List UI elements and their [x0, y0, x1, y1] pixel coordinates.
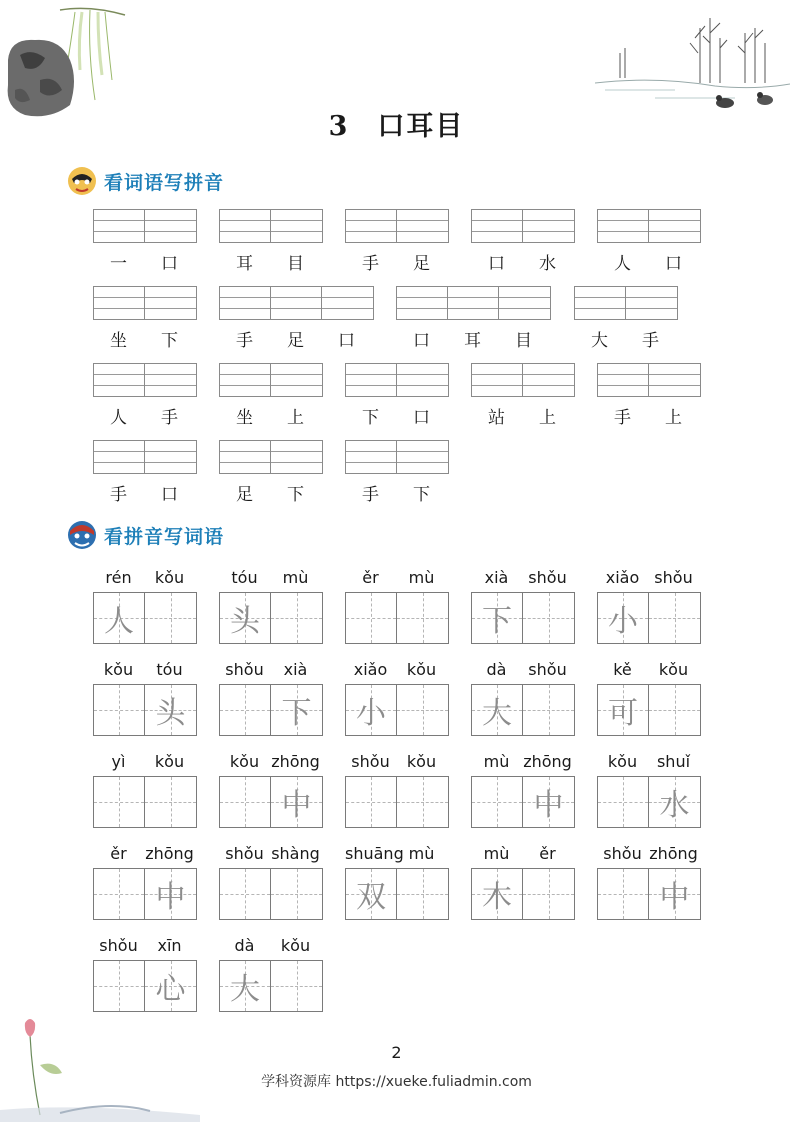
pinyin-writing-box[interactable]: [471, 363, 575, 397]
tianzige-cell[interactable]: [94, 777, 145, 827]
pinyin-writing-box[interactable]: [471, 209, 575, 243]
pinyin-writing-box[interactable]: [93, 209, 197, 243]
character-writing-grid[interactable]: [345, 868, 449, 920]
word-characters: [345, 403, 447, 428]
pinyin-prompt: [219, 936, 321, 955]
pinyin-prompt: [93, 936, 195, 955]
pinyin-cell[interactable]: [397, 364, 448, 396]
tianzige-cell[interactable]: [397, 777, 448, 827]
pinyin-prompt: [219, 844, 321, 863]
tianzige-cell[interactable]: [346, 777, 397, 827]
pinyin-prompt: [471, 568, 573, 587]
character-writing-grid[interactable]: [93, 960, 197, 1012]
pinyin-syllable: zhōng: [523, 752, 572, 771]
lesson-number: 3: [328, 111, 350, 142]
tianzige-cell[interactable]: [220, 685, 271, 735]
section-label: 看词语写拼音: [104, 171, 225, 194]
pinyin-cell[interactable]: [598, 210, 649, 242]
hint-character: 水: [659, 788, 690, 823]
pinyin-syllable: kǒu: [280, 936, 311, 955]
tianzige-cell[interactable]: [346, 685, 397, 735]
pinyin-writing-box[interactable]: [345, 363, 449, 397]
pinyin-writing-box[interactable]: [574, 286, 678, 320]
pinyin-syllable: xià: [484, 568, 509, 587]
pinyin-writing-box[interactable]: [93, 363, 197, 397]
footer-source: 学科资源库 https://xueke.fuliadmin.com: [261, 1074, 532, 1090]
pinyin-syllable: kǒu: [607, 752, 638, 771]
pinyin-writing-box[interactable]: [93, 286, 197, 320]
word-characters: [471, 403, 573, 428]
hint-character: 下: [281, 696, 312, 731]
pinyin-syllable: kǒu: [658, 660, 689, 679]
pinyin-cell[interactable]: [346, 364, 397, 396]
word-character: 下: [413, 485, 430, 505]
tianzige-cell[interactable]: [523, 685, 574, 735]
pinyin-syllable: dà: [234, 936, 255, 955]
tianzige-cell[interactable]: [649, 593, 700, 643]
tianzige-cell[interactable]: [598, 777, 649, 827]
tianzige-cell[interactable]: [598, 593, 649, 643]
word-character: 人: [110, 408, 127, 428]
character-writing-grid[interactable]: [93, 684, 197, 736]
tianzige-cell[interactable]: [397, 869, 448, 919]
pinyin-prompt: [219, 568, 321, 587]
word-characters: [219, 480, 321, 505]
tianzige-cell[interactable]: [397, 685, 448, 735]
word-character: 人: [614, 254, 631, 274]
hint-character: 头: [155, 696, 186, 731]
pinyin-cell[interactable]: [346, 441, 397, 473]
tianzige-cell[interactable]: [220, 961, 271, 1011]
pinyin-syllable: ěr: [539, 844, 556, 863]
word-characters: [93, 326, 195, 351]
hint-character: 人: [104, 604, 134, 639]
tianzige-cell[interactable]: [220, 593, 271, 643]
pinyin-cell[interactable]: [499, 287, 550, 319]
pinyin-cell[interactable]: [220, 210, 271, 242]
word-character: 手: [362, 485, 379, 505]
character-writing-grid[interactable]: [93, 592, 197, 644]
pinyin-syllable: tóu: [231, 568, 258, 587]
pinyin-syllable: kǒu: [406, 752, 437, 771]
pinyin-cell[interactable]: [145, 441, 196, 473]
pinyin-syllable: ěr: [362, 568, 379, 587]
pinyin-writing-box[interactable]: [597, 209, 701, 243]
tianzige-cell[interactable]: [271, 777, 322, 827]
pinyin-prompt: [93, 660, 195, 679]
pinyin-cell[interactable]: [145, 287, 196, 319]
word-character: 足: [287, 331, 304, 351]
tianzige-cell[interactable]: [145, 593, 196, 643]
section-header-pinyin: [66, 164, 224, 198]
pinyin-cell[interactable]: [575, 287, 626, 319]
tianzige-cell[interactable]: [346, 593, 397, 643]
pinyin-writing-box[interactable]: [93, 440, 197, 474]
tianzige-cell[interactable]: [598, 685, 649, 735]
word-character: 口: [161, 485, 178, 505]
pinyin-writing-box[interactable]: [219, 440, 323, 474]
pinyin-syllable: xià: [283, 660, 308, 679]
word-characters: [574, 326, 676, 351]
pinyin-prompt: [345, 660, 447, 679]
pinyin-syllable: mù: [408, 844, 435, 863]
tianzige-cell[interactable]: [145, 777, 196, 827]
lesson-title: 口耳目: [377, 111, 465, 142]
pinyin-writing-box[interactable]: [345, 440, 449, 474]
pinyin-cell[interactable]: [94, 364, 145, 396]
word-character: 站: [488, 408, 505, 428]
opera-mask-icon: [66, 165, 98, 197]
pinyin-cell[interactable]: [472, 364, 523, 396]
pinyin-syllable: kǒu: [229, 752, 260, 771]
hint-character: 中: [659, 880, 690, 915]
pinyin-writing-box[interactable]: [219, 209, 323, 243]
hint-character: 下: [482, 604, 512, 639]
word-character: 手: [642, 331, 659, 351]
character-writing-grid[interactable]: [345, 776, 449, 828]
pinyin-writing-box[interactable]: [396, 286, 551, 320]
pinyin-prompt: [219, 752, 321, 771]
pinyin-syllable: shǒu: [528, 660, 567, 679]
pinyin-cell[interactable]: [649, 210, 700, 242]
character-writing-grid[interactable]: [597, 592, 701, 644]
pinyin-syllable: shǒu: [603, 844, 642, 863]
tianzige-cell[interactable]: [472, 869, 523, 919]
pinyin-syllable: shǒu: [99, 936, 138, 955]
pinyin-prompt: [471, 752, 573, 771]
section-header-words: [66, 518, 224, 552]
word-characters: [219, 326, 372, 351]
pinyin-syllable: zhōng: [145, 844, 194, 863]
pinyin-cell[interactable]: [626, 287, 677, 319]
tianzige-cell[interactable]: [472, 777, 523, 827]
hint-character: 大: [482, 696, 512, 731]
word-character: 耳: [236, 254, 253, 274]
word-character: 口: [488, 254, 505, 274]
word-characters: [93, 480, 195, 505]
character-writing-grid[interactable]: [219, 592, 323, 644]
opera-mask-icon: [66, 519, 98, 551]
tianzige-cell[interactable]: [598, 869, 649, 919]
tianzige-cell[interactable]: [346, 869, 397, 919]
word-characters: [345, 249, 447, 274]
word-character: 下: [287, 485, 304, 505]
word-character: 手: [362, 254, 379, 274]
pinyin-prompt: [93, 568, 195, 587]
word-character: 目: [287, 254, 304, 274]
pinyin-prompt: [597, 568, 699, 587]
hint-character: 小: [356, 696, 386, 731]
tianzige-cell[interactable]: [523, 777, 574, 827]
section-label: 看拼音写词语: [104, 525, 225, 548]
pinyin-prompt: [597, 752, 699, 771]
tianzige-cell[interactable]: [271, 961, 322, 1011]
pinyin-syllable: shǒu: [528, 568, 567, 587]
word-character: 足: [236, 485, 253, 505]
word-character: 坐: [110, 331, 127, 351]
tianzige-cell[interactable]: [649, 777, 700, 827]
word-character: 手: [161, 408, 178, 428]
pinyin-cell[interactable]: [448, 287, 499, 319]
pinyin-syllable: yì: [111, 752, 126, 771]
tianzige-cell[interactable]: [94, 869, 145, 919]
word-characters: [597, 403, 699, 428]
page-title: [0, 104, 793, 143]
word-character: 坐: [236, 408, 253, 428]
hint-character: 可: [608, 696, 638, 731]
tianzige-cell[interactable]: [94, 593, 145, 643]
pinyin-cell[interactable]: [145, 364, 196, 396]
character-writing-grid[interactable]: [345, 684, 449, 736]
pinyin-prompt: [471, 844, 573, 863]
pinyin-syllable: zhōng: [271, 752, 320, 771]
pinyin-syllable: mù: [282, 568, 309, 587]
pinyin-cell[interactable]: [322, 287, 373, 319]
pinyin-cell[interactable]: [397, 441, 448, 473]
pinyin-cell[interactable]: [271, 287, 322, 319]
character-writing-grid[interactable]: [471, 776, 575, 828]
word-character: 耳: [464, 331, 481, 351]
character-writing-grid[interactable]: [219, 776, 323, 828]
character-writing-grid[interactable]: [93, 776, 197, 828]
pinyin-prompt: [93, 844, 195, 863]
pinyin-cell[interactable]: [523, 210, 574, 242]
pinyin-syllable: mù: [483, 752, 510, 771]
pinyin-prompt: [597, 844, 699, 863]
tianzige-cell[interactable]: [145, 869, 196, 919]
character-writing-grid[interactable]: [93, 868, 197, 920]
lotus-illustration: [0, 1015, 200, 1122]
character-writing-grid[interactable]: [471, 592, 575, 644]
pinyin-syllable: xīn: [157, 936, 182, 955]
pinyin-cell[interactable]: [397, 287, 448, 319]
pinyin-syllable: mù: [408, 568, 435, 587]
pinyin-writing-box[interactable]: [345, 209, 449, 243]
pinyin-syllable: dà: [486, 660, 507, 679]
word-characters: [396, 326, 549, 351]
pinyin-syllable: shǒu: [654, 568, 693, 587]
pinyin-syllable: rén: [105, 568, 132, 587]
pinyin-cell[interactable]: [94, 287, 145, 319]
pinyin-syllable: shǒu: [351, 752, 390, 771]
pinyin-cell[interactable]: [271, 210, 322, 242]
word-character: 口: [338, 331, 355, 351]
word-characters: [219, 403, 321, 428]
character-writing-grid[interactable]: [219, 684, 323, 736]
word-character: 上: [665, 408, 682, 428]
pinyin-prompt: [93, 752, 195, 771]
pinyin-cell[interactable]: [220, 287, 271, 319]
word-character: 目: [515, 331, 532, 351]
word-characters: [471, 249, 573, 274]
pinyin-writing-box[interactable]: [597, 363, 701, 397]
pinyin-cell[interactable]: [94, 441, 145, 473]
word-character: 水: [539, 254, 556, 274]
pinyin-syllable: xiǎo: [605, 568, 640, 587]
pinyin-syllable: kě: [613, 660, 632, 679]
word-characters: [219, 249, 321, 274]
pinyin-syllable: zhōng: [649, 844, 698, 863]
word-character: 口: [665, 254, 682, 274]
character-writing-grid[interactable]: [219, 960, 323, 1012]
pinyin-cell[interactable]: [271, 364, 322, 396]
pinyin-syllable: ěr: [110, 844, 127, 863]
word-character: 大: [591, 331, 608, 351]
pinyin-syllable: shuāng: [345, 844, 404, 863]
pinyin-syllable: mù: [483, 844, 510, 863]
word-character: 手: [614, 408, 631, 428]
pinyin-prompt: [345, 844, 447, 863]
tianzige-cell[interactable]: [472, 685, 523, 735]
pinyin-syllable: shàng: [271, 844, 320, 863]
tianzige-cell[interactable]: [523, 593, 574, 643]
hint-character: 中: [155, 880, 186, 915]
pinyin-prompt: [597, 660, 699, 679]
word-character: 足: [413, 254, 430, 274]
pinyin-cell[interactable]: [220, 441, 271, 473]
tianzige-cell[interactable]: [649, 869, 700, 919]
pinyin-prompt: [471, 660, 573, 679]
word-character: 口: [161, 254, 178, 274]
pinyin-cell[interactable]: [523, 364, 574, 396]
pinyin-cell[interactable]: [472, 210, 523, 242]
word-characters: [93, 249, 195, 274]
word-character: 口: [413, 331, 430, 351]
word-character: 口: [413, 408, 430, 428]
pinyin-prompt: [219, 660, 321, 679]
tianzige-cell[interactable]: [271, 869, 322, 919]
pinyin-syllable: xiǎo: [353, 660, 388, 679]
hint-character: 头: [230, 604, 260, 639]
tianzige-cell[interactable]: [220, 777, 271, 827]
tianzige-cell[interactable]: [94, 961, 145, 1011]
pinyin-syllable: kǒu: [154, 568, 185, 587]
character-writing-grid[interactable]: [597, 776, 701, 828]
pinyin-syllable: kǒu: [103, 660, 134, 679]
character-writing-grid[interactable]: [597, 868, 701, 920]
hint-character: 小: [608, 604, 638, 639]
pinyin-writing-box[interactable]: [219, 363, 323, 397]
tianzige-cell[interactable]: [145, 961, 196, 1011]
hint-character: 大: [230, 972, 260, 1007]
word-characters: [93, 403, 195, 428]
pinyin-cell[interactable]: [649, 364, 700, 396]
character-writing-grid[interactable]: [219, 868, 323, 920]
tianzige-cell[interactable]: [94, 685, 145, 735]
hint-character: 中: [281, 788, 312, 823]
word-character: 下: [362, 408, 379, 428]
tianzige-cell[interactable]: [523, 869, 574, 919]
word-character: 上: [539, 408, 556, 428]
hint-character: 心: [155, 972, 186, 1007]
word-characters: [597, 249, 699, 274]
word-character: 手: [236, 331, 253, 351]
pinyin-cell[interactable]: [346, 210, 397, 242]
word-character: 上: [287, 408, 304, 428]
hint-character: 木: [482, 880, 512, 915]
word-character: 下: [161, 331, 178, 351]
character-writing-grid[interactable]: [597, 684, 701, 736]
pinyin-cell[interactable]: [397, 210, 448, 242]
tianzige-cell[interactable]: [649, 685, 700, 735]
character-writing-grid[interactable]: [345, 592, 449, 644]
pinyin-syllable: kǒu: [154, 752, 185, 771]
word-character: 一: [110, 254, 127, 274]
pinyin-cell[interactable]: [145, 210, 196, 242]
tianzige-cell[interactable]: [472, 593, 523, 643]
tianzige-cell[interactable]: [220, 869, 271, 919]
tianzige-cell[interactable]: [271, 593, 322, 643]
character-writing-grid[interactable]: [471, 684, 575, 736]
pinyin-prompt: [345, 752, 447, 771]
pinyin-syllable: shǒu: [225, 844, 264, 863]
pinyin-writing-box[interactable]: [219, 286, 374, 320]
tianzige-cell[interactable]: [271, 685, 322, 735]
pinyin-syllable: tóu: [156, 660, 183, 679]
tianzige-cell[interactable]: [145, 685, 196, 735]
page-number: 2: [391, 1043, 402, 1062]
word-characters: [345, 480, 447, 505]
character-writing-grid[interactable]: [471, 868, 575, 920]
tianzige-cell[interactable]: [397, 593, 448, 643]
pinyin-cell[interactable]: [220, 364, 271, 396]
pinyin-syllable: shǒu: [225, 660, 264, 679]
pinyin-cell[interactable]: [271, 441, 322, 473]
pinyin-cell[interactable]: [598, 364, 649, 396]
hint-character: 中: [533, 788, 564, 823]
word-character: 手: [110, 485, 127, 505]
pinyin-syllable: kǒu: [406, 660, 437, 679]
pinyin-cell[interactable]: [94, 210, 145, 242]
hint-character: 双: [356, 880, 386, 915]
pinyin-prompt: [345, 568, 447, 587]
pinyin-syllable: shuǐ: [656, 752, 691, 771]
